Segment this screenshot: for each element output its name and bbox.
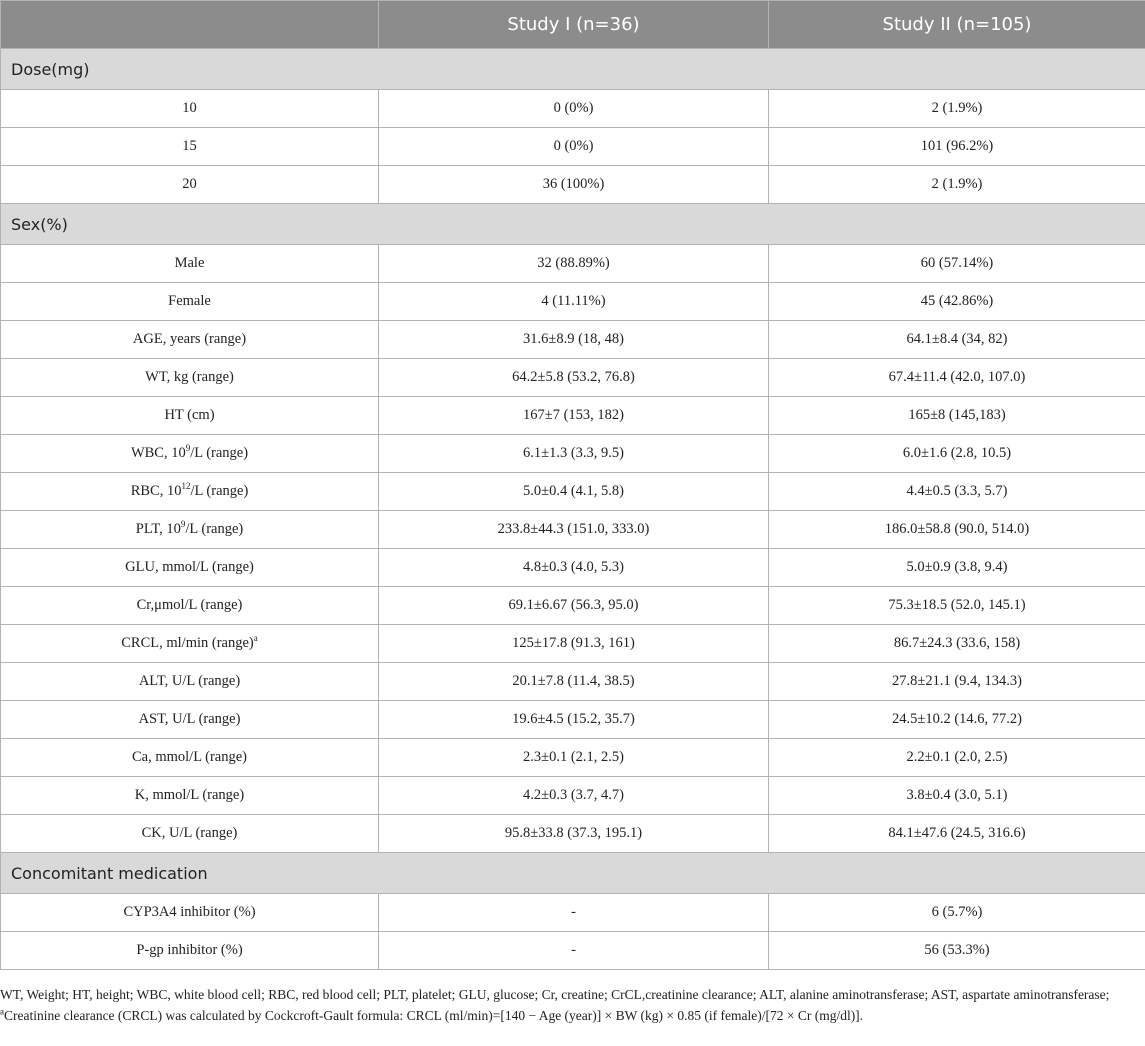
study-1-value: 20.1±7.8 (11.4, 38.5) <box>379 663 769 701</box>
study-1-value: 125±17.8 (91.3, 161) <box>379 625 769 663</box>
study-2-value: 86.7±24.3 (33.6, 158) <box>769 625 1145 663</box>
row-label <box>1 435 379 473</box>
row-label: 10 <box>1 90 379 128</box>
study-2-value: 101 (96.2%) <box>769 128 1145 166</box>
section-row <box>1 49 1145 90</box>
study-2-value: 2.2±0.1 (2.0, 2.5) <box>769 739 1145 777</box>
study-2-value: 2 (1.9%) <box>769 90 1145 128</box>
row-label: AST, U/L (range) <box>1 701 379 739</box>
table-row <box>1 815 1145 853</box>
table-footnotes <box>0 985 1135 1027</box>
row-label <box>1 511 379 549</box>
study-2-value: 24.5±10.2 (14.6, 77.2) <box>769 701 1145 739</box>
table-row <box>1 777 1145 815</box>
table-row <box>1 739 1145 777</box>
label-prefix: CRCL, ml/min (range) <box>121 635 254 651</box>
formula-footnote <box>0 1006 1135 1025</box>
table-row <box>1 625 1145 663</box>
section-sex: Sex(%) <box>1 204 1145 245</box>
table-row <box>1 321 1145 359</box>
table-row <box>1 932 1145 970</box>
label-superscript: 12 <box>181 481 191 492</box>
study-2-value: 64.1±8.4 (34, 82) <box>769 321 1145 359</box>
table-row <box>1 283 1145 321</box>
study-1-value: 36 (100%) <box>379 166 769 204</box>
label-prefix: PLT, 10 <box>135 521 181 537</box>
study-2-value: 56 (53.3%) <box>769 932 1145 970</box>
row-label: K, mmol/L (range) <box>1 777 379 815</box>
table-row <box>1 701 1145 739</box>
table-row <box>1 359 1145 397</box>
study-2-value: 27.8±21.1 (9.4, 134.3) <box>769 663 1145 701</box>
row-label: P-gp inhibitor (%) <box>1 932 379 970</box>
table-row <box>1 587 1145 625</box>
row-label: ALT, U/L (range) <box>1 663 379 701</box>
study-1-value: - <box>379 894 769 932</box>
header-empty <box>1 1 379 49</box>
study-1-value: 2.3±0.1 (2.1, 2.5) <box>379 739 769 777</box>
section-row <box>1 853 1145 894</box>
table-row <box>1 166 1145 204</box>
header-study-1: Study I (n=36) <box>379 1 769 49</box>
study-1-value: 233.8±44.3 (151.0, 333.0) <box>379 511 769 549</box>
study-2-value: 3.8±0.4 (3.0, 5.1) <box>769 777 1145 815</box>
footnote-text: Creatinine clearance (CRCL) was calculated by Cockcroft-Gault formula: CRCL (ml/min)=[140 − Age (year)] × BW (kg) × 0.85 (if female)/[72 × Cr (mg/dl)]. <box>4 1008 864 1023</box>
label-suffix: /L (range) <box>185 521 244 537</box>
study-2-value: 5.0±0.9 (3.8, 9.4) <box>769 549 1145 587</box>
study-1-value: 0 (0%) <box>379 128 769 166</box>
row-label <box>1 473 379 511</box>
row-label: CK, U/L (range) <box>1 815 379 853</box>
study-1-value: - <box>379 932 769 970</box>
study-2-value: 75.3±18.5 (52.0, 145.1) <box>769 587 1145 625</box>
header-row <box>1 1 1145 49</box>
study-2-value: 6 (5.7%) <box>769 894 1145 932</box>
study-1-value: 32 (88.89%) <box>379 245 769 283</box>
study-2-value: 60 (57.14%) <box>769 245 1145 283</box>
abbreviation-footnote: WT, Weight; HT, height; WBC, white blood cell; RBC, red blood cell; PLT, platelet; GLU, glucose; Cr, creatine; CrCL,creatinine clearance; ALT, alanine aminotransferase; AST, aspartate aminotransferase; <box>0 987 1110 1002</box>
study-1-value: 5.0±0.4 (4.1, 5.8) <box>379 473 769 511</box>
row-label: GLU, mmol/L (range) <box>1 549 379 587</box>
footnote-marker: a <box>0 1006 4 1017</box>
study-2-value: 165±8 (145,183) <box>769 397 1145 435</box>
table-row <box>1 90 1145 128</box>
header-study-2: Study II (n=105) <box>769 1 1145 49</box>
row-label: WT, kg (range) <box>1 359 379 397</box>
label-superscript: 9 <box>180 519 186 530</box>
table-row <box>1 511 1145 549</box>
row-label: Cr,μmol/L (range) <box>1 587 379 625</box>
study-2-value: 2 (1.9%) <box>769 166 1145 204</box>
section-dose: Dose(mg) <box>1 49 1145 90</box>
study-2-value: 4.4±0.5 (3.3, 5.7) <box>769 473 1145 511</box>
table-row <box>1 663 1145 701</box>
study-1-value: 64.2±5.8 (53.2, 76.8) <box>379 359 769 397</box>
section-concomitant: Concomitant medication <box>1 853 1145 894</box>
section-row <box>1 204 1145 245</box>
label-suffix: /L (range) <box>190 445 249 461</box>
row-label: Female <box>1 283 379 321</box>
study-2-value: 67.4±11.4 (42.0, 107.0) <box>769 359 1145 397</box>
row-label: AGE, years (range) <box>1 321 379 359</box>
study-1-value: 19.6±4.5 (15.2, 35.7) <box>379 701 769 739</box>
table-row <box>1 894 1145 932</box>
table-row <box>1 473 1145 511</box>
row-label: CYP3A4 inhibitor (%) <box>1 894 379 932</box>
label-superscript: a <box>253 633 258 644</box>
study-1-value: 0 (0%) <box>379 90 769 128</box>
study-1-value: 4 (11.11%) <box>379 283 769 321</box>
row-label: Male <box>1 245 379 283</box>
table-row <box>1 128 1145 166</box>
row-label: 20 <box>1 166 379 204</box>
table-row <box>1 549 1145 587</box>
row-label: HT (cm) <box>1 397 379 435</box>
row-label: Ca, mmol/L (range) <box>1 739 379 777</box>
study-2-value: 6.0±1.6 (2.8, 10.5) <box>769 435 1145 473</box>
study-2-value: 45 (42.86%) <box>769 283 1145 321</box>
study-2-value: 84.1±47.6 (24.5, 316.6) <box>769 815 1145 853</box>
label-superscript: 9 <box>185 443 191 454</box>
row-label <box>1 625 379 663</box>
row-label: 15 <box>1 128 379 166</box>
study-1-value: 95.8±33.8 (37.3, 195.1) <box>379 815 769 853</box>
study-1-value: 4.2±0.3 (3.7, 4.7) <box>379 777 769 815</box>
table-row <box>1 397 1145 435</box>
study-2-value: 186.0±58.8 (90.0, 514.0) <box>769 511 1145 549</box>
study-1-value: 4.8±0.3 (4.0, 5.3) <box>379 549 769 587</box>
study-1-value: 31.6±8.9 (18, 48) <box>379 321 769 359</box>
label-suffix: /L (range) <box>190 483 249 499</box>
label-prefix: WBC, 10 <box>130 445 186 461</box>
study-1-value: 6.1±1.3 (3.3, 9.5) <box>379 435 769 473</box>
label-prefix: RBC, 10 <box>130 483 182 499</box>
study-1-value: 69.1±6.67 (56.3, 95.0) <box>379 587 769 625</box>
table-row <box>1 245 1145 283</box>
table-row <box>1 435 1145 473</box>
study-1-value: 167±7 (153, 182) <box>379 397 769 435</box>
